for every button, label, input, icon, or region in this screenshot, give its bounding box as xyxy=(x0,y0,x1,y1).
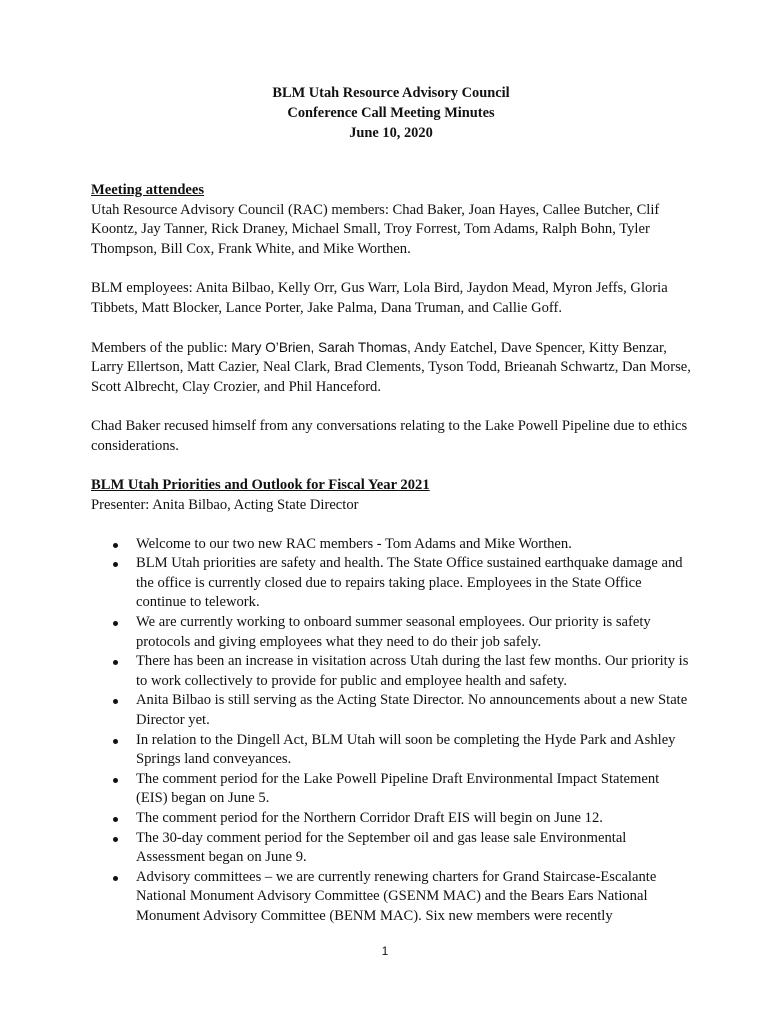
list-item: We are currently working to onboard summer seasonal employees. Our priority is safety protocols and giving employees what they need to do their job safely. xyxy=(91,613,691,652)
document-body xyxy=(91,83,691,927)
list-item: In relation to the Dingell Act, BLM Utah will soon be completing the Hyde Park and Ashley Springs land conveyances. xyxy=(91,731,691,770)
list-item: Welcome to our two new RAC members - Tom Adams and Mike Worthen. xyxy=(91,535,691,555)
document-title xyxy=(91,83,691,143)
bullet-icon xyxy=(113,739,118,744)
attendees-heading: Meeting attendees xyxy=(91,182,205,198)
rac-members-paragraph: Utah Resource Advisory Council (RAC) members: Chad Baker, Joan Hayes, Callee Butcher, Clif Koontz, Jay Tanner, Rick Draney, Michael Small, Troy Forrest, Tom Adams, Ralph Bohn, Tyler Thompson, Bill Cox, Frank White, and Mike Worthen. xyxy=(91,201,660,257)
public-names-rest: Andy Eatchel, Dave Spencer, Kitty Benzar, Larry Ellertson, Matt Cazier, Neal Clark, Brad Clements, Tyson Todd, Brieanah Schwartz, Dan Morse, Scott Albrecht, Clay Crozier, and Phil Hanceford. xyxy=(91,339,691,395)
public-names-highlight: Mary O’Brien, Sarah Thomas, xyxy=(231,339,411,355)
bullet-icon xyxy=(113,699,118,704)
bullet-icon xyxy=(113,837,118,842)
title-line-minutes: Conference Call Meeting Minutes xyxy=(287,105,495,121)
bullet-icon xyxy=(113,621,118,626)
recusal-paragraph: Chad Baker recused himself from any conversations relating to the Lake Powell Pipeline due to ethics considerations. xyxy=(91,418,688,454)
page-number: 1 xyxy=(381,944,389,958)
list-item: BLM Utah priorities are safety and health. The State Office sustained earthquake damage and the office is currently closed due to repairs taking place. Employees in the State Office continue to telework. xyxy=(91,554,691,613)
list-item: The comment period for the Lake Powell Pipeline Draft Environmental Impact Statement (EIS) began on June 5. xyxy=(91,770,691,809)
public-prefix: Members of the public: xyxy=(91,339,232,356)
bullet-icon xyxy=(113,562,118,567)
list-item: The comment period for the Northern Corridor Draft EIS will begin on June 12. xyxy=(91,809,691,829)
bullet-icon xyxy=(113,778,118,783)
bullet-icon xyxy=(113,876,118,881)
presenter-line: Presenter: Anita Bilbao, Acting State Director xyxy=(91,496,359,513)
bullet-icon xyxy=(113,543,118,548)
list-item: Anita Bilbao is still serving as the Acting State Director. No announcements about a new State Director yet. xyxy=(91,691,691,730)
list-item: There has been an increase in visitation across Utah during the last few months. Our priority is to work collectively to provide for public and employee health and safety. xyxy=(91,652,691,691)
public-members-paragraph xyxy=(91,338,691,398)
list-item: Advisory committees – we are currently renewing charters for Grand Staircase-Escalante National Monument Advisory Committee (GSENM MAC) and the Bears Ears National Monument Advisory Committee (BENM MAC). Six new members were recently xyxy=(91,868,691,927)
bullet-icon xyxy=(113,817,118,822)
title-line-council: BLM Utah Resource Advisory Council xyxy=(272,85,510,101)
list-item: The 30-day comment period for the September oil and gas lease sale Environmental Assessment began on June 9. xyxy=(91,829,691,868)
blm-employees-paragraph: BLM employees: Anita Bilbao, Kelly Orr, Gus Warr, Lola Bird, Jaydon Mead, Myron Jeffs, Gloria Tibbets, Matt Blocker, Lance Porter, Jake Palma, Dana Truman, and Callie Goff. xyxy=(91,279,668,316)
priorities-bullet-list xyxy=(91,535,691,927)
bullet-icon xyxy=(113,660,118,665)
priorities-heading: BLM Utah Priorities and Outlook for Fiscal Year 2021 xyxy=(91,476,430,493)
title-line-date: June 10, 2020 xyxy=(349,125,433,141)
